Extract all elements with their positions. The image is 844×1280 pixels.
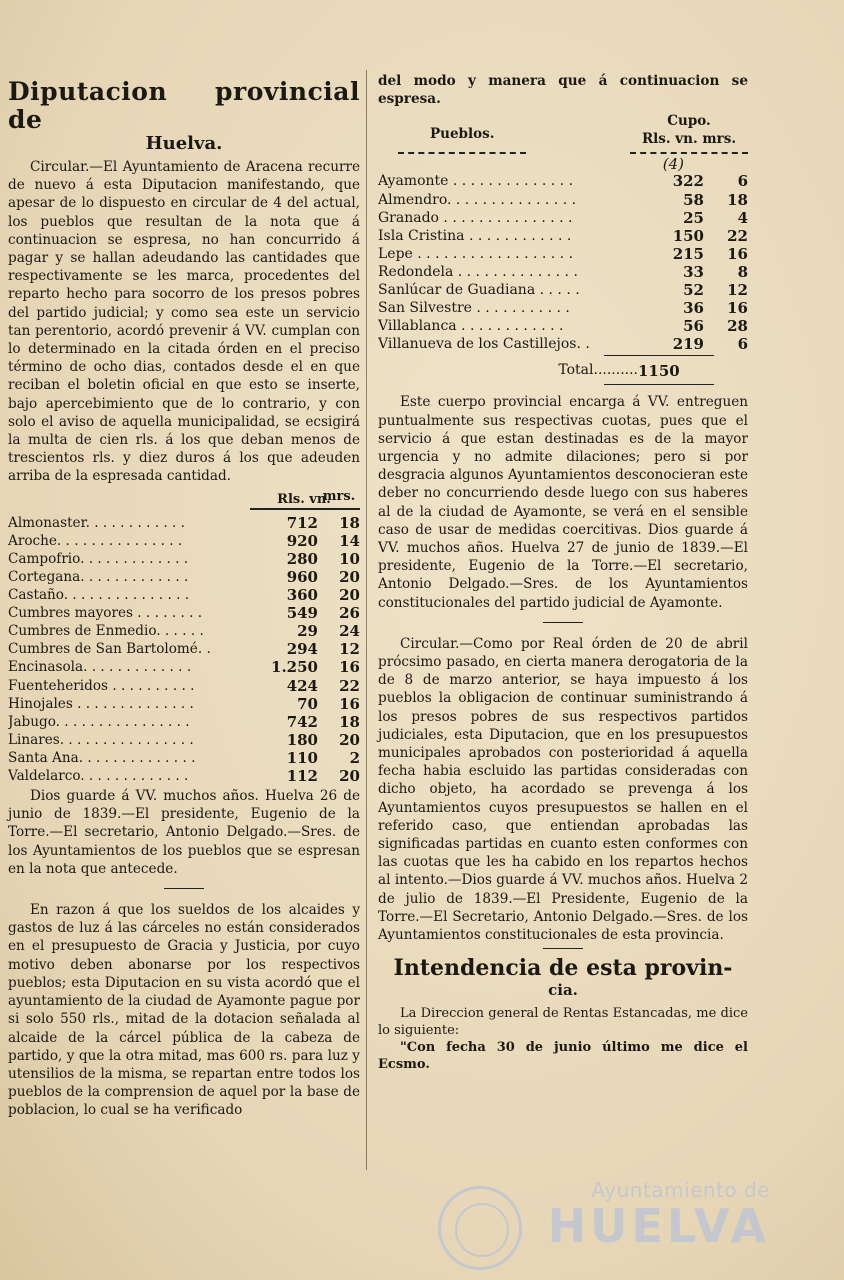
- mrs-value: 18: [727, 190, 748, 209]
- pueblos-header: Pueblos.: [430, 126, 495, 143]
- rls-value: 36: [683, 299, 704, 318]
- watermark-line2: HUELVA: [547, 1199, 770, 1253]
- table-row: [378, 299, 748, 317]
- mrs-value: 22: [727, 226, 748, 245]
- town-name: Castaño. . . . . . . . . . . . . . .: [8, 587, 190, 604]
- table-row: [8, 550, 360, 568]
- seal-icon: [438, 1186, 522, 1270]
- mrs-value: 10: [339, 549, 360, 568]
- town-name: Aroche. . . . . . . . . . . . . . .: [8, 532, 183, 549]
- table-row: [8, 658, 360, 676]
- table-row: [378, 191, 748, 209]
- table-row: [8, 749, 360, 767]
- town-name: Villablanca . . . . . . . . . . . .: [378, 318, 564, 335]
- table-row: [378, 209, 748, 227]
- mrs-value: 18: [339, 712, 360, 731]
- rls-value: 215: [672, 244, 704, 263]
- table-row: [378, 172, 748, 190]
- table-row: [378, 317, 748, 335]
- town-name: Encinasola. . . . . . . . . . . . .: [8, 659, 192, 676]
- rls-value: 112: [286, 766, 318, 785]
- mrs-value: 12: [727, 280, 748, 299]
- column-divider: [366, 70, 367, 1170]
- rls-value: 920: [286, 531, 318, 550]
- table-row: [8, 713, 360, 731]
- rls-value: 424: [286, 676, 318, 695]
- town-name: Cumbres de Enmedio. . . . . .: [8, 623, 204, 640]
- mrs-value: 20: [339, 567, 360, 586]
- mrs-value: 26: [339, 604, 360, 623]
- archive-watermark: [440, 1178, 770, 1268]
- rls-value: 70: [297, 694, 318, 713]
- mrs-value: 16: [339, 658, 360, 677]
- quota-table: [378, 172, 748, 353]
- mrs-value: 8: [737, 262, 748, 281]
- total-row: [378, 362, 748, 380]
- section-title-intendencia: Intendencia de esta provin-: [393, 955, 733, 982]
- table-row: [378, 281, 748, 299]
- section-title: Diputacion provincial de: [8, 77, 360, 134]
- right-column: [378, 72, 748, 1073]
- table-row: [378, 227, 748, 245]
- town-name: Cumbres de San Bartolomé. .: [8, 641, 211, 658]
- mrs-value: 22: [339, 676, 360, 695]
- quota-header-rule: [378, 152, 748, 154]
- rls-value: 360: [286, 586, 318, 605]
- rls-header: Rls. vn.: [277, 491, 331, 507]
- town-name: Cortegana. . . . . . . . . . . . .: [8, 568, 189, 585]
- section-title-intendencia-cont: cia.: [548, 981, 578, 1000]
- table-row: [378, 263, 748, 281]
- cupo-header: Cupo.: [667, 113, 711, 130]
- table-row: [8, 532, 360, 550]
- town-name: Valdelarco. . . . . . . . . . . . .: [8, 767, 189, 784]
- watermark-line1: Ayuntamiento de: [591, 1178, 770, 1202]
- mrs-value: 16: [727, 299, 748, 318]
- table-row: [8, 677, 360, 695]
- rls-value: 549: [286, 604, 318, 623]
- rls-mrs-header: Rls. vn. mrs.: [641, 131, 737, 148]
- paragraph-carceles: En razon á que los sueldos de los alcaides y gastos de luz á las cárceles no están considerados en el presupuesto de Gracia y Justicia, por cuyo motivo deben abonarse por los respectivos pueblos; esta Diputacion en su vista acordó que el ayuntamiento de la ciudad de Ayamonte pague por si solo 550 rls., mitad de la dotacion señalada al alcaide de la cárcel pública de la cabeza de partido, y que la otra mitad, mas 600 rs. para luz y utensilios de la misma, se repartan entre todos los pueblos de la comprension de aquel por la base de poblacion, lo cual se ha verificado: [8, 902, 360, 1119]
- rls-value: 219: [672, 335, 704, 354]
- circular-presos: Circular.—Como por Real órden de 20 de abril prócsimo pasado, en cierta manera derogatoria de la de 8 de marzo anterior, se haya impuesto á los pueblos la obligacion de continuar suministrando á los presos pobres de sus respectivos partidos judiciales, esta Diputacion, que en los presupuestos municipales aprobados con posterioridad á aquella fecha habia escluido las partidas consideradas con dicho objeto, ha acordado se prevenga á los Ayuntamientos cuyos presupuestos se hallen en el referido caso, que entiendan aprobadas las significadas partidas en cuanto esten conformes con las cuotas que les ha cabido en los repartos hechos al intento.—Dios guarde á VV. muchos años. Huelva 2 de julio de 1839.—El Presidente, Eugenio de la Torre.—El Secretario, Antonio Delgado.—Sres. de los Ayuntamientos constitucionales de esta provincia.: [378, 635, 748, 944]
- town-name: Almendro. . . . . . . . . . . . . . .: [378, 191, 577, 208]
- mrs-value: 14: [339, 531, 360, 550]
- town-name: San Silvestre . . . . . . . . . . .: [378, 300, 570, 317]
- section-subtitle: Huelva.: [145, 133, 223, 154]
- table-row: [8, 640, 360, 658]
- mrs-value: 28: [727, 317, 748, 336]
- mrs-value: 16: [339, 694, 360, 713]
- mrs-value: 16: [727, 244, 748, 263]
- table-row: [378, 245, 748, 263]
- rls-value: 110: [286, 748, 318, 767]
- paragraph-encarga: Este cuerpo provincial encarga á VV. entreguen puntualmente sus respectivas cuotas, pues que el servicio á que estan destinadas es de la mayor urgencia y no admite dilaciones; pero si por desgracia algunos Ayuntamientos desconocieran este deber no concurriendo desde luego con sus haberes al de la ciudad de Ayamonte, se verá en el sensible caso de usar de medidas coercitivas. Dios guarde á VV. muchos años. Huelva 27 de junio de 1839.—El presidente, Eugenio de la Torre.—El secretario, Antonio Delgado.—Sres. de los Ayuntamientos constitucionales del partido judicial de Ayamonte.: [378, 394, 748, 611]
- rls-value: 29: [297, 622, 318, 641]
- table-header-rule: [250, 508, 360, 510]
- town-name: Jabugo. . . . . . . . . . . . . . . .: [8, 713, 190, 730]
- mrs-value: 4: [737, 208, 748, 227]
- mrs-value: 2: [349, 748, 360, 767]
- table-row: [8, 622, 360, 640]
- table-row: [8, 731, 360, 749]
- rls-value: 960: [286, 567, 318, 586]
- rls-value: 742: [286, 712, 318, 731]
- town-name: Hinojales . . . . . . . . . . . . . .: [8, 695, 194, 712]
- continuation-text: del modo y manera que á continuacion se espresa.: [378, 73, 748, 108]
- paragraph-quote: "Con fecha 30 de junio último me dice el Ecsmo.: [378, 1040, 748, 1073]
- debt-table: [8, 514, 360, 785]
- rls-value: 180: [286, 730, 318, 749]
- mrs-value: 20: [339, 586, 360, 605]
- mrs-value: 20: [339, 766, 360, 785]
- paragraph-direccion: La Direccion general de Rentas Estancadas, me dice lo siguiente:: [378, 1006, 748, 1039]
- rls-value: 322: [672, 172, 704, 191]
- rls-value: 294: [286, 640, 318, 659]
- mrs-value: 12: [339, 640, 360, 659]
- mrs-value: 18: [339, 513, 360, 532]
- rls-value: 150: [672, 226, 704, 245]
- table-marker: (4): [662, 155, 684, 174]
- town-name: Lepe . . . . . . . . . . . . . . . . . .: [378, 245, 574, 262]
- mrs-value: 6: [737, 335, 748, 354]
- town-name: Ayamonte . . . . . . . . . . . . . .: [378, 173, 574, 190]
- town-name: Santa Ana. . . . . . . . . . . . . .: [8, 749, 196, 766]
- mrs-value: 20: [339, 730, 360, 749]
- table-row: [8, 586, 360, 604]
- rls-value: 1.250: [271, 658, 318, 677]
- rls-value: 280: [286, 549, 318, 568]
- rls-value: 25: [683, 208, 704, 227]
- rls-value: 56: [683, 317, 704, 336]
- table-row: [8, 568, 360, 586]
- town-name: Villanueva de los Castillejos. .: [378, 336, 590, 353]
- town-name: Granado . . . . . . . . . . . . . . .: [378, 209, 573, 226]
- town-name: Almonaster. . . . . . . . . . . .: [8, 514, 185, 531]
- left-column: [8, 72, 360, 1120]
- rls-value: 33: [683, 262, 704, 281]
- rls-value: 52: [683, 280, 704, 299]
- circular-aracena: Circular.—El Ayuntamiento de Aracena recurre de nuevo á esta Diputacion manifestando, que apesar de lo dispuesto en circular de 4 del actual, los pueblos que resultan de la nota que á continuacion se espresa, no han concurrido á pagar y se hallan adeudando las cantidades que respectivamente se les marca, procedentes del reparto hecho para socorro de los presos pobres del partido judicial; y como sea este un servicio tan perentorio, acordó prevenir á VV. cumplan con lo determinado en la citada órden en el preciso término de ocho dias, contados desde el en que reciban el boletin oficial en que esto se inserte, bajo apercebimiento que de lo contrario, y con solo el aviso de aquella municipalidad, se ecsigirá la multa de cien rls. á los que deban menos de trescientos rls. y diez duros á los que adeuden arriba de la espresada cantidad.: [8, 159, 360, 485]
- table-row: [378, 335, 748, 353]
- town-name: Linares. . . . . . . . . . . . . . . .: [8, 731, 194, 748]
- mrs-value: 24: [339, 622, 360, 641]
- town-name: Isla Cristina . . . . . . . . . . . .: [378, 227, 572, 244]
- total-label: Total..........: [558, 362, 638, 379]
- table-row: [8, 604, 360, 622]
- total-value: 1150: [638, 362, 680, 381]
- mrs-header: mrs.: [322, 488, 356, 504]
- total-rule: [604, 355, 714, 356]
- town-name: Cumbres mayores . . . . . . . .: [8, 605, 203, 622]
- town-name: Sanlúcar de Guadiana . . . . .: [378, 281, 580, 298]
- town-name: Redondela . . . . . . . . . . . . . .: [378, 263, 578, 280]
- table-row: [8, 695, 360, 713]
- separator: [543, 622, 583, 623]
- town-name: Campofrio. . . . . . . . . . . . .: [8, 550, 189, 567]
- mrs-value: 6: [737, 172, 748, 191]
- town-name: Fuenteheridos . . . . . . . . . .: [8, 677, 195, 694]
- closing-left: Dios guarde á VV. muchos años. Huelva 26 de junio de 1839.—El presidente, Eugenio de la Torre.—El secretario, Antonio Delgado.—Sres. de los Ayuntamientos de los pueblos que se espresan en la nota que antecede.: [8, 788, 360, 877]
- table-row: [8, 514, 360, 532]
- rls-value: 712: [286, 513, 318, 532]
- separator: [164, 888, 204, 889]
- quota-table-header: [378, 112, 748, 148]
- table-row: [8, 767, 360, 785]
- rls-value: 58: [683, 190, 704, 209]
